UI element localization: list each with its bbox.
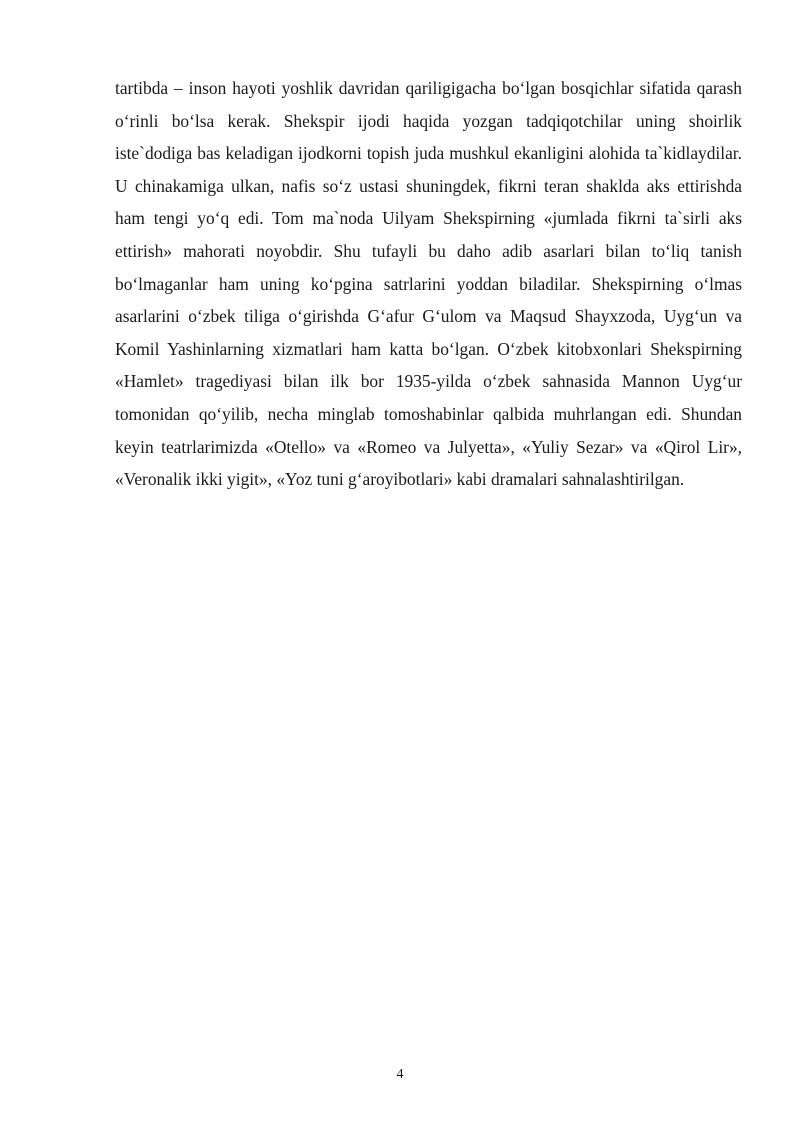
page-number: 4 [396, 1067, 404, 1082]
body-paragraph: tartibda – inson hayoti yoshlik davridan qariligigacha bo‘lgan bosqichlar sifatida qarash o‘rinli bo‘lsa kerak. Shekspir ijodi haqida yozgan tadqiqotchilar uning shoirlik iste`dodiga bas keladigan ijodkorni topish juda mushkul ekanligini alohida ta`kidlaydilar. U chinakamiga ulkan, nafis so‘z ustasi shuningdek, fikrni teran shaklda aks ettirishda ham tengi yo‘q edi. Tom ma`noda Uilyam Shekspirning «jumlada fikrni ta`sirli aks ettirish» mahorati noyobdir. Shu tufayli bu daho adib asarlari bilan to‘liq tanish bo‘lmaganlar ham uning ko‘pgina satrlarini yoddan biladilar. Shekspirning o‘lmas asarlarini o‘zbek tiliga o‘girishda G‘afur G‘ulom va Maqsud Shayxzoda, Uyg‘un va Komil Yashinlarning xizmatlari ham katta bo‘lgan. O‘zbek kitobxonlari Shekspirning «Hamlet» tragediyasi bilan ilk bor 1935-yilda o‘zbek sahnasida Mannon Uyg‘ur tomonidan qo‘yilib, necha minglab tomoshabinlar qalbida muhrlangan edi. Shundan keyin teatrlarimizda «Otello» va «Romeo va Julyetta», «Yuliy Sezar» va «Qirol Lir», «Veronalik ikki yigit», «Yoz tuni g‘aroyibotlari» kabi dramalari sahnalashtirilgan. [115, 78, 742, 490]
